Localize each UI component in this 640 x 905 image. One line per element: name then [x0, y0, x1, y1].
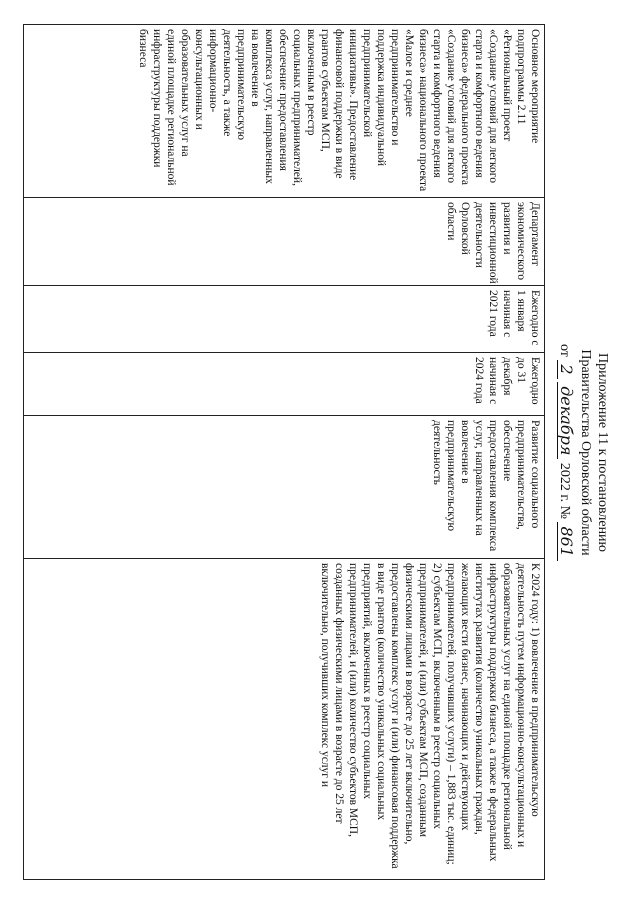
- date-year: 2022 г.: [557, 462, 572, 503]
- table-cell-goal: Развитие социального предпринимательства, обеспечение предоставления комплекса услуг, направленных на вовлечение в предпринимательскую деятельность: [24, 416, 545, 559]
- number-label: №: [557, 505, 572, 519]
- table-cell-executor: Департамент экономического развития и инвестиционной деятельности Орловской области: [24, 198, 545, 286]
- number-value: 861: [557, 522, 574, 561]
- date-month: декабря: [557, 382, 574, 459]
- date-day: 2: [557, 360, 574, 378]
- program-table: [23, 24, 545, 880]
- table-cell-result: К 2024 году: 1) вовлечение в предпринимательскую деятельность путем информационно-консультационных и образовательных услуг на единой площадке региональной инфраструктуры поддержки бизнеса, а также в федеральных институтах развития (количество уникальных граждан, желающих вести бизнес, начинающих и действующих предпринимателей, получивших услуги) – 1,883 тыс. единиц; 2) субъектам МСП, включенным в реестр социальных предпринимателей, и (или) субъектам МСП, созданным физическими лицами в возрасте до 25 лет включительно, предоставлены комплекс услуг и (или) финансовая поддержка в виде грантов (количество уникальных социальных предприятий, включенных в реестр социальных предпринимателей, и (или) количество субъектов МСП, созданных физическими лицами в возрасте до 25 лет включительно, получивших комплекс услуг и: [24, 559, 545, 880]
- table-row: [24, 25, 545, 880]
- appendix-issuer: Правительства Орловской области: [578, 349, 593, 556]
- table-cell-end: Ежегодно до 31 декабря начиная с 2024 года: [24, 353, 545, 416]
- table-cell-start: Ежегодно с 1 января начиная с 2021 года: [24, 286, 545, 353]
- appendix-title: Приложение 11 к постановлению: [595, 352, 610, 553]
- date-prefix: от: [557, 343, 572, 357]
- appendix-date-line: [556, 0, 574, 905]
- table-cell-measure: Основное мероприятие подпрограммы 2.11 «Региональный проект «Создание условий для легкого старта и комфортного ведения бизнеса» федерального проекта «Создание условий для легкого старта и комфортного ведения бизнеса» национального проекта «Малое и среднее предпринимательство и поддержка индивидуальной предпринимательской инициативы». Предоставление финансовой поддержки в виде грантов субъектам МСП, включенным в реестр социальных предпринимателей, обеспечение предоставления комплекса услуг, направленных на вовлечение в предпринимательскую деятельность, а также информационно-консультационных и образовательных услуг на единой площадке региональной инфраструктуры поддержки бизнеса: [24, 25, 545, 198]
